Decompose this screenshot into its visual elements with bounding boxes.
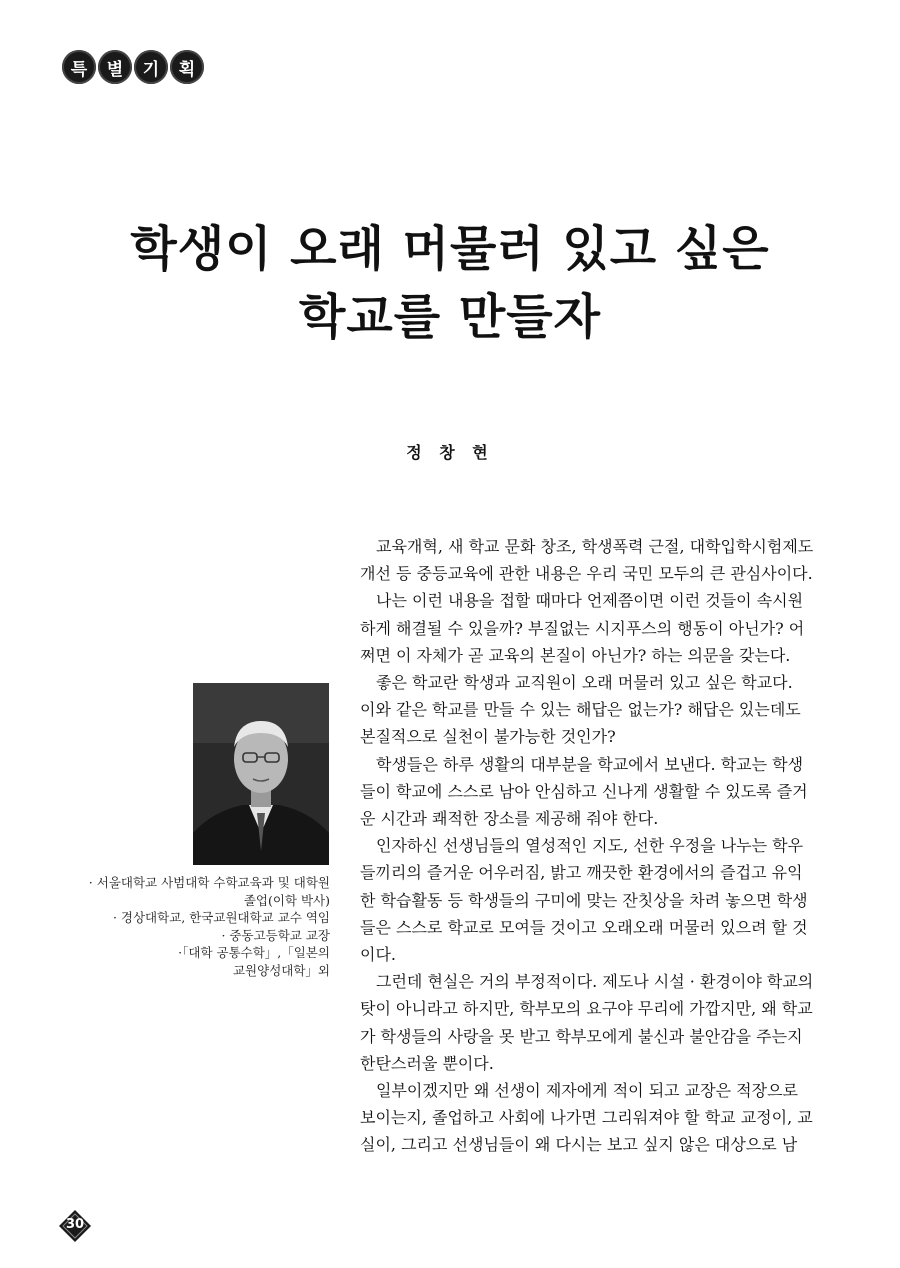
paragraph	[360, 669, 836, 751]
text-line: 개선 등 중등교육에 관한 내용은 우리 국민 모두의 큰 관심사이다.	[360, 564, 813, 584]
badge-char: 획	[170, 50, 204, 84]
author-photo	[193, 683, 329, 865]
bio-line: · 경상대학교, 한국교원대학교 교수 역임	[112, 910, 330, 925]
portrait-illustration	[193, 683, 329, 865]
article-title	[0, 215, 900, 351]
text-line: 실이, 그리고 선생님들이 왜 다시는 보고 싶지 않은 대상으로 남	[360, 1135, 798, 1155]
paragraph	[360, 968, 836, 1077]
text-line: 교육개혁, 새 학교 문화 창조, 학생폭력 근절, 대학입학시험제도	[376, 537, 814, 556]
page-number-text: 30	[65, 1217, 85, 1232]
paragraph	[360, 1077, 836, 1159]
text-line: 학생들은 하루 생활의 대부분을 학교에서 보낸다. 학교는 학생	[376, 754, 804, 774]
text-line: 쩌면 이 자체가 곧 교육의 본질이 아닌가? 하는 의문을 갖는다.	[360, 645, 791, 665]
bio-line: · 서울대학교 사범대학 수학교육과 및 대학원	[88, 875, 330, 890]
paragraph	[360, 533, 836, 587]
title-line-1: 학생이 오래 머물러 있고 싶은	[130, 221, 770, 277]
title-line-2: 학교를 만들자	[299, 289, 601, 345]
text-line: 운 시간과 쾌적한 장소를 제공해 줘야 한다.	[360, 809, 659, 829]
bio-line: 교원양성대학」외	[232, 962, 330, 978]
badge-char: 별	[98, 50, 132, 84]
text-line: 좋은 학교란 학생과 교직원이 오래 머물러 있고 싶은 학교다.	[376, 673, 793, 693]
author-bio	[60, 874, 330, 979]
text-line: 인자하신 선생님들의 열성적인 지도, 선한 우정을 나누는 학우	[376, 836, 804, 856]
text-line: 한탄스러울 뿐이다.	[360, 1053, 494, 1073]
text-line: 들끼리의 즐거운 어우러짐, 밝고 깨끗한 환경에서의 즐겁고 유익	[360, 863, 803, 883]
badge-char: 기	[134, 50, 168, 84]
page-number	[58, 1209, 92, 1243]
text-line: 들은 스스로 학교로 모여들 것이고 오래오래 머물러 있으려 할 것	[360, 917, 808, 937]
badge-char: 특	[62, 50, 96, 84]
paragraph	[360, 751, 836, 833]
text-line: 보이는지, 졸업하고 사회에 나가면 그리워져야 할 학교 교정이, 교	[360, 1108, 813, 1128]
paragraph	[360, 587, 836, 669]
text-line: 한 학습활동 등 학생들의 구미에 맞는 잔칫상을 차려 놓으면 학생	[360, 890, 808, 910]
special-feature-badges	[62, 50, 204, 84]
text-line: 하게 해결될 수 있을까? 부질없는 시지푸스의 행동이 아닌가? 어	[360, 618, 805, 638]
text-line: 탓이 아니라고 하지만, 학부모의 요구야 무리에 가깝지만, 왜 학교	[360, 999, 813, 1019]
text-line: 그런데 현실은 거의 부정적이다. 제도나 시설 · 환경이야 학교의	[376, 972, 814, 992]
author-name: 정 창 현	[406, 443, 494, 462]
bio-line: 졸업(이학 박사)	[243, 892, 330, 908]
paragraph	[360, 832, 836, 968]
text-line: 들이 학교에 스스로 남아 안심하고 신나게 생활할 수 있도록 즐거	[360, 781, 808, 801]
text-line: 이다.	[360, 945, 396, 965]
text-line: 일부이겠지만 왜 선생이 제자에게 적이 되고 교장은 적장으로	[376, 1081, 799, 1101]
bio-line: · 중동고등학교 교장	[221, 927, 330, 943]
text-line: 가 학생들의 사랑을 못 받고 학부모에게 불신과 불안감을 주는지	[360, 1026, 803, 1046]
text-line: 이와 같은 학교를 만들 수 있는 해답은 없는가? 해답은 있는데도	[360, 700, 801, 720]
text-line: 본질적으로 실천이 불가능한 것인가?	[360, 727, 616, 747]
article-body	[360, 533, 836, 1159]
text-line: 나는 이런 내용을 접할 때마다 언제쯤이면 이런 것들이 속시원	[376, 591, 804, 611]
bio-line: ·「대학 공통수학」,「일본의	[178, 945, 330, 960]
